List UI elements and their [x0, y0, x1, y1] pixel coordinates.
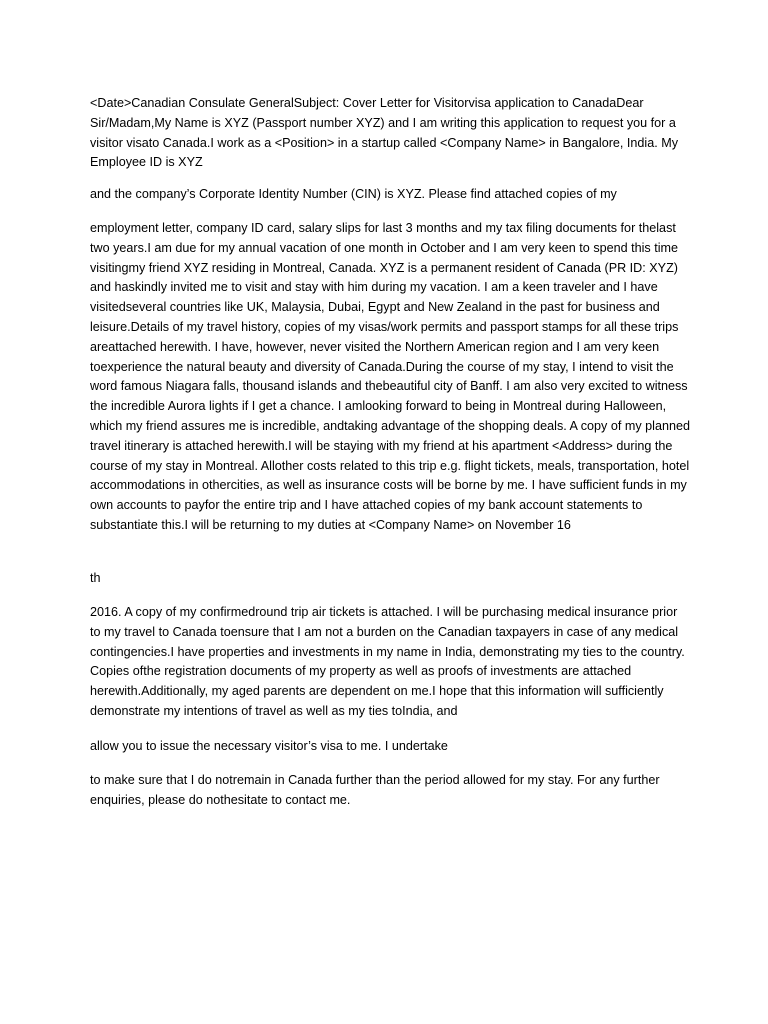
paragraph-ties: 2016. A copy of my confirmedround trip air tickets is attached. I will be purchasing medical insurance prior to my travel to Canada toensure that I am not a burden on the Canadian taxpayers in case of any medical contingencies.I have properties and investments in my name in India, demonstrating my ties to the country. Copies ofthe registration documents of my property as well as proofs of investments are attached herewith.Additionally, my aged parents are dependent on me.I hope that this information will sufficiently demonstrate my intentions of travel as well as my ties toIndia, and — [90, 605, 685, 718]
paragraph-main: employment letter, company ID card, salary slips for last 3 months and my tax filing documents for thelast two years.I am due for my annual vacation of one month in October and I am very keen to spend this time visitingmy friend XYZ residing in Montreal, Canada. XYZ is a permanent resident of Canada (PR ID: XYZ) and haskindly invited me to visit and stay with him during my vacation. I am a keen traveler and I have visitedseveral countries like UK, Malaysia, Dubai, Egypt and New Zealand in the past for business and leisure.Details of my travel history, copies of my visas/work permits and passport stamps for all these trips areattached herewith. I have, however, never visited the Northern American region and I am very keen toexperience the natural beauty and diversity of Canada.During the course of my stay, I intend to visit the word famous Niagara falls, thousand islands and thebeautiful city of Banff. I am also very excited to witness the incredible Aurora lights if I get a chance. I amlooking forward to being in Montreal during Halloween, which my friend assures me is incredible, andtaking advantage of the shopping deals. A copy of my planned travel itinerary is attached herewith.I will be staying with my friend at his apartment <Address> during the course of my stay in Montreal. Allother costs related to this trip e.g. flight tickets, meals, transportation, hotel accommodations in othercities, as well as insurance costs will be borne by me. I have sufficient funds in my own accounts to payfor the entire trip and I have attached copies of my bank account statements to substantiate this.I will be returning to my duties at <Company Name> on November 16 — [90, 221, 690, 532]
paragraph-cin: and the company’s Corporate Identity Number (CIN) is XYZ. Please find attached copies of my — [90, 187, 617, 201]
paragraph-ordinal: th — [90, 571, 101, 585]
paragraph-intro: <Date>Canadian Consulate GeneralSubject: Cover Letter for Visitorvisa application to CanadaDear Sir/Madam,My Name is XYZ (Passport number XYZ) and I am writing this application to request you for a visitor visato Canada.I work as a <Position> in a startup called <Company Name> in Bangalore, India. My Employee ID is XYZ — [90, 96, 679, 170]
paragraph-visa-request: allow you to issue the necessary visitor’s visa to me. I undertake — [90, 739, 448, 753]
paragraph-closing: to make sure that I do notremain in Canada further than the period allowed for my stay. For any further enquiries, please do nothesitate to contact me. — [90, 773, 660, 807]
